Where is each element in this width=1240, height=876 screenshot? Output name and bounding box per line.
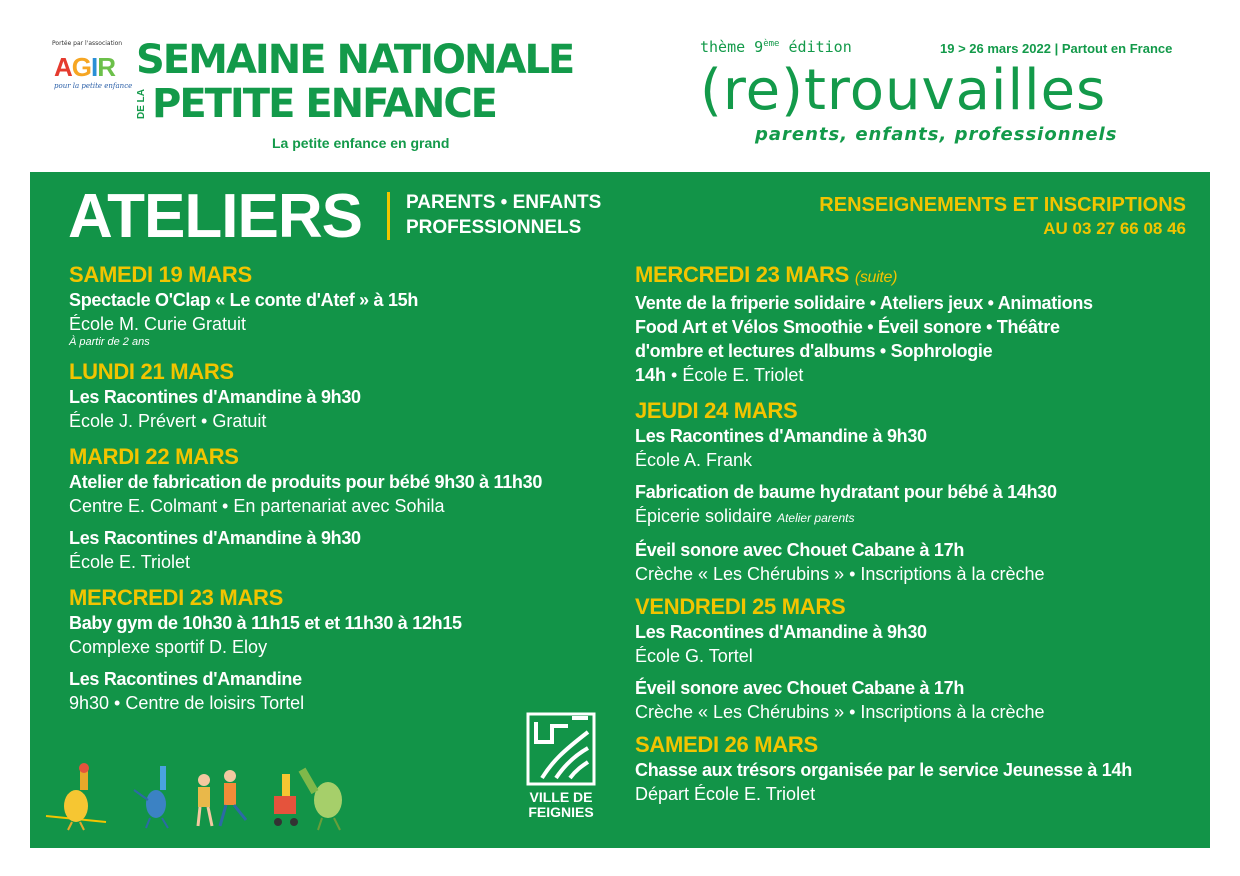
event-location: Épicerie solidaire Atelier parents	[635, 506, 855, 526]
event-title: Les Racontines d'Amandine à 9h30	[635, 426, 927, 446]
event-title: Les Racontines d'Amandine à 9h30	[635, 622, 927, 642]
event-location: 14h • École E. Triolet	[635, 365, 804, 385]
event-title: Food Art et Vélos Smoothie • Éveil sonore • Théâtre	[635, 317, 1060, 337]
audience-text: PARENTS • ENFANTS PROFESSIONNELS	[406, 192, 602, 238]
program-right-column	[635, 262, 1132, 806]
event-title: Les Racontines d'Amandine à 9h30	[69, 528, 361, 548]
agir-porte-text: Portée par l'association	[52, 40, 123, 47]
event-title: Atelier de fabrication de produits pour bébé 9h30 à 11h30	[69, 472, 543, 492]
day-heading: SAMEDI 26 MARS	[635, 732, 818, 757]
event-title: Éveil sonore avec Chouet Cabane à 17h	[635, 540, 965, 560]
day-heading: VENDREDI 25 MARS	[635, 594, 846, 619]
agir-sub-text: pour la petite enfance	[54, 82, 133, 90]
event-location: 9h30 • Centre de loisirs Tortel	[69, 693, 305, 713]
program-left-column	[69, 262, 542, 715]
event-location: Crèche « Les Chérubins » • Inscriptions à la crèche	[635, 702, 1045, 722]
event-location: Complexe sportif D. Eloy	[69, 637, 268, 657]
event-location: École M. Curie Gratuit	[69, 314, 247, 334]
event-location: Départ École E. Triolet	[635, 784, 816, 804]
snpe-tagline: La petite enfance en grand	[272, 135, 450, 151]
inscriptions-info	[760, 193, 1186, 241]
event-location: Crèche « Les Chérubins » • Inscriptions à la crèche	[635, 564, 1045, 584]
event-title: Baby gym de 10h30 à 11h15 et et 11h30 à 12h15	[69, 613, 462, 633]
ateliers-title: ATELIERS	[68, 182, 362, 251]
snpe-dela: DE LA	[136, 89, 147, 119]
characters-illustration	[42, 760, 362, 832]
ville-line1: VILLE DE	[529, 789, 593, 805]
day-heading: MERCREDI 23 MARS	[69, 585, 284, 610]
event-location: École A. Frank	[635, 450, 753, 470]
event-title: Vente de la friperie solidaire • Ateliers jeux • Animations	[635, 293, 1093, 313]
event-title: Les Racontines d'Amandine	[69, 669, 302, 689]
event-location: Centre E. Colmant • En partenariat avec Sohila	[69, 496, 445, 516]
inscriptions-title: RENSEIGNEMENTS ET INSCRIPTIONS	[819, 194, 1186, 216]
event-title: Les Racontines d'Amandine à 9h30	[69, 387, 361, 407]
ville-line2: FEIGNIES	[528, 804, 594, 820]
day-heading: SAMEDI 19 MARS	[69, 262, 252, 287]
day-heading: MARDI 22 MARS	[69, 444, 239, 469]
ville-emblem-icon	[522, 712, 600, 788]
ville-de-feignies-logo	[522, 712, 600, 822]
event-dates: 19 > 26 mars 2022 | Partout en France	[940, 41, 1173, 56]
agir-word: AGIR	[54, 52, 116, 82]
event-title: Fabrication de baume hydratant pour bébé à 14h30	[635, 482, 1057, 502]
event-title: Chasse aux trésors organisée par le service Jeunesse à 14h	[635, 760, 1132, 780]
agir-logo	[52, 40, 132, 95]
stroller-character-icon	[274, 768, 342, 830]
event-location: École J. Prévert • Gratuit	[69, 411, 267, 431]
theme-edition: thème 9ème édition	[700, 38, 852, 56]
title-divider	[387, 192, 390, 240]
event-title: Spectacle O'Clap « Le conte d'Atef » à 15h	[69, 290, 419, 310]
guitar-character-icon	[46, 763, 106, 830]
retrouvailles-subtitle: parents, enfants, professionnels	[755, 124, 1118, 145]
day-heading: LUNDI 21 MARS	[69, 359, 234, 384]
day-heading: MERCREDI 23 MARS (suite)	[635, 262, 898, 287]
snpe-logo	[136, 37, 596, 128]
family-characters-icon	[198, 770, 246, 826]
event-note: À partir de 2 ans	[69, 336, 150, 348]
event-title: d'ombre et lectures d'albums • Sophrologie	[635, 341, 993, 361]
snpe-line2: PETITE ENFANCE	[152, 81, 496, 127]
event-title: Éveil sonore avec Chouet Cabane à 17h	[635, 678, 965, 698]
event-location: École E. Triolet	[69, 552, 191, 572]
day-heading: JEUDI 24 MARS	[635, 398, 798, 423]
inscriptions-phone: AU 03 27 66 08 46	[1043, 219, 1186, 238]
retrouvailles-title: (re)trouvailles	[700, 58, 1107, 123]
event-location: École G. Tortel	[635, 646, 753, 666]
blue-guitar-character-icon	[134, 766, 168, 828]
snpe-line1: SEMAINE NATIONALE	[136, 37, 574, 83]
